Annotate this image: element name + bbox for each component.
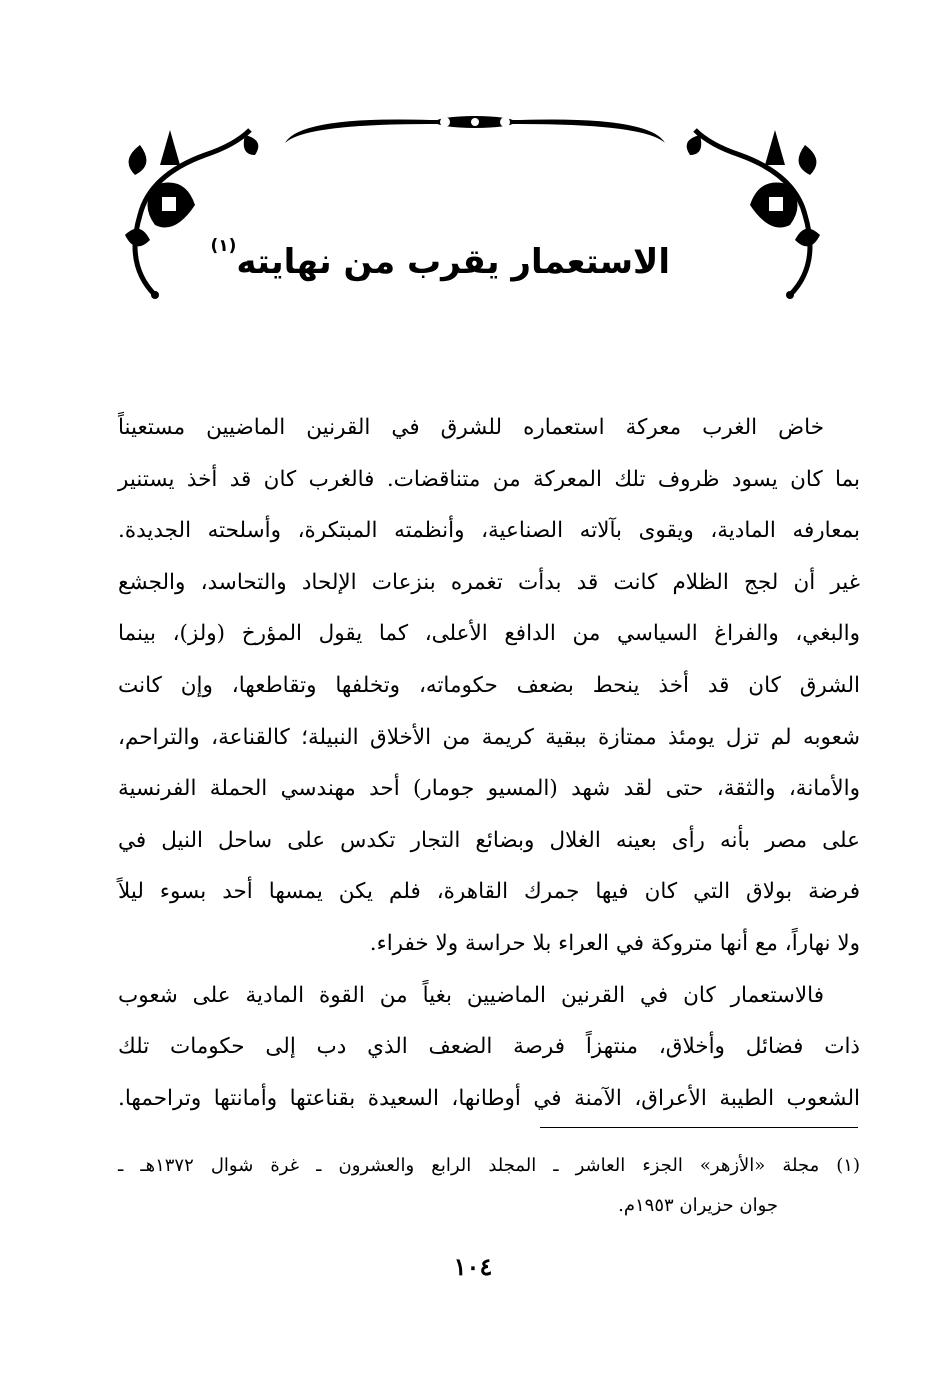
text-line: بما كان يسود ظروف تلك المعركة من متناقضات. فالغرب كان قد أخذ يستنير bbox=[118, 466, 860, 492]
top-ornament-icon bbox=[280, 108, 670, 148]
text-line: فرضة بولاق التي كان فيها جمرك القاهرة، فلم يكن يمسها أحد بسوء ليلاً bbox=[118, 879, 860, 905]
footnote-line: (١) مجلة «الأزهر» الجزء العاشر ـ المجلد الرابع والعشرون ـ غرة شوال ١٣٧٢هـ ـ bbox=[118, 1155, 860, 1176]
chapter-title bbox=[210, 236, 670, 282]
text-line: فالاستعمار كان في القرنين الماضيين بغياً من القوة المادية على شعوب bbox=[118, 982, 824, 1008]
text-line: والأمانة، والثقة، حتى لقد شهد (المسيو جومار) أحد مهندسي الحملة الفرنسية bbox=[118, 776, 860, 802]
body-text bbox=[118, 402, 860, 1124]
text-line: ولا نهاراً، مع أنها متروكة في العراء بلا حراسة ولا خفراء. bbox=[369, 930, 860, 956]
right-corner-ornament-icon bbox=[680, 125, 830, 300]
page-number: ١٠٤ bbox=[453, 1252, 493, 1281]
text-line: على مصر بأنه رأى بعينه الغلال وبضائع التجار تكدس على ساحل النيل في bbox=[118, 827, 860, 853]
text-line: الشعوب الطيبة الأعراق، الآمنة في أوطانها، السعيدة بقناعتها وأمانتها وتراحمها. bbox=[118, 1085, 860, 1111]
text-line: الشرق كان قد أخذ ينحط بضعف حكوماته، وتخلفها وتقاطعها، وإن كانت bbox=[118, 672, 861, 698]
text-line: شعوبه لم تزل يومئذ ممتازة ببقية كريمة من الأخلاق النبيلة؛ كالقناعة، والتراحم، bbox=[118, 724, 860, 750]
footnote-ref: (١) bbox=[210, 236, 237, 256]
text-line: خاض الغرب معركة استعماره للشرق في القرنين الماضيين مستعيناً bbox=[118, 415, 824, 440]
footnote bbox=[118, 1146, 860, 1226]
text-line: غير أن لجج الظلام كانت قد بدأت تغمره بنزعات الإلحاد والتحاسد، والجشع bbox=[118, 569, 860, 595]
text-line: ذات فضائل وأخلاق، منتهزاً فرصة الضعف الذي دب إلى حكومات تلك bbox=[118, 1034, 860, 1060]
footnote-divider bbox=[540, 1127, 858, 1128]
text-line: بمعارفه المادية، ويقوى بآلاته الصناعية، وأنظمته المبتكرة، وأسلحته الجديدة. bbox=[118, 518, 860, 544]
chapter-title-text: الاستعمار يقرب من نهايته bbox=[236, 242, 670, 282]
text-line: والبغي، والفراغ السياسي من الدافع الأعلى، كما يقول المؤرخ (ولز)، بينما bbox=[118, 621, 860, 647]
footnote-line: جوان حزيران ١٩٥٣م. bbox=[618, 1195, 778, 1216]
